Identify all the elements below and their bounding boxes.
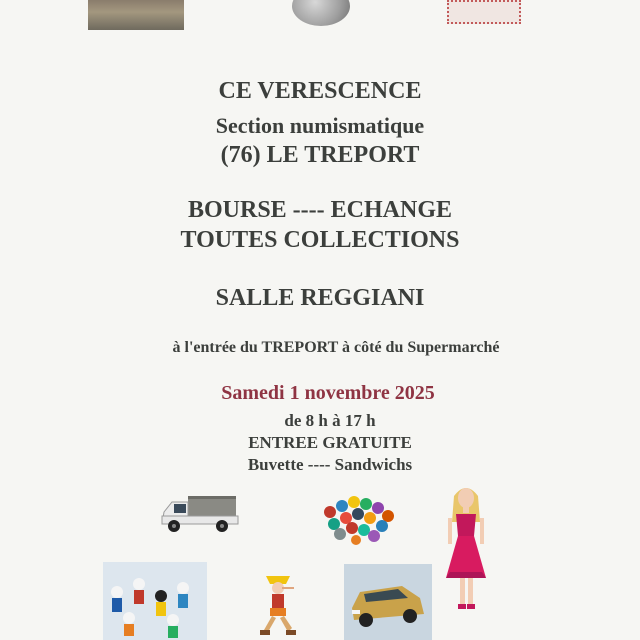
silver-coin-image bbox=[292, 0, 350, 26]
landscape-photo bbox=[88, 0, 184, 30]
pinocchio-figurine-image bbox=[252, 570, 304, 640]
location: (76) LE TREPORT bbox=[220, 142, 420, 168]
toy-renault-car-image bbox=[344, 564, 432, 640]
event-hours: de 8 h à 17 h bbox=[284, 411, 376, 430]
organizer-title: CE VERESCENCE bbox=[218, 78, 422, 104]
toy-pickup-truck-image bbox=[158, 492, 240, 536]
event-type-line2: TOUTES COLLECTIONS bbox=[180, 227, 460, 253]
section-name: Section numismatique bbox=[215, 113, 425, 138]
event-type-line1: BOURSE ---- ECHANGE bbox=[187, 197, 452, 223]
entry-info: ENTREE GRATUITE bbox=[248, 433, 412, 452]
postage-stamp-image bbox=[447, 0, 521, 24]
bottle-caps-image bbox=[320, 492, 398, 546]
venue-name: SALLE REGGIANI bbox=[215, 285, 425, 311]
barbie-doll-image bbox=[436, 482, 496, 614]
event-date: Samedi 1 novembre 2025 bbox=[221, 382, 435, 404]
venue-directions: à l'entrée du TREPORT à côté du Supermarché bbox=[172, 339, 500, 356]
refreshments-info: Buvette ---- Sandwichs bbox=[247, 455, 413, 474]
kinder-figurines-image bbox=[103, 562, 207, 640]
